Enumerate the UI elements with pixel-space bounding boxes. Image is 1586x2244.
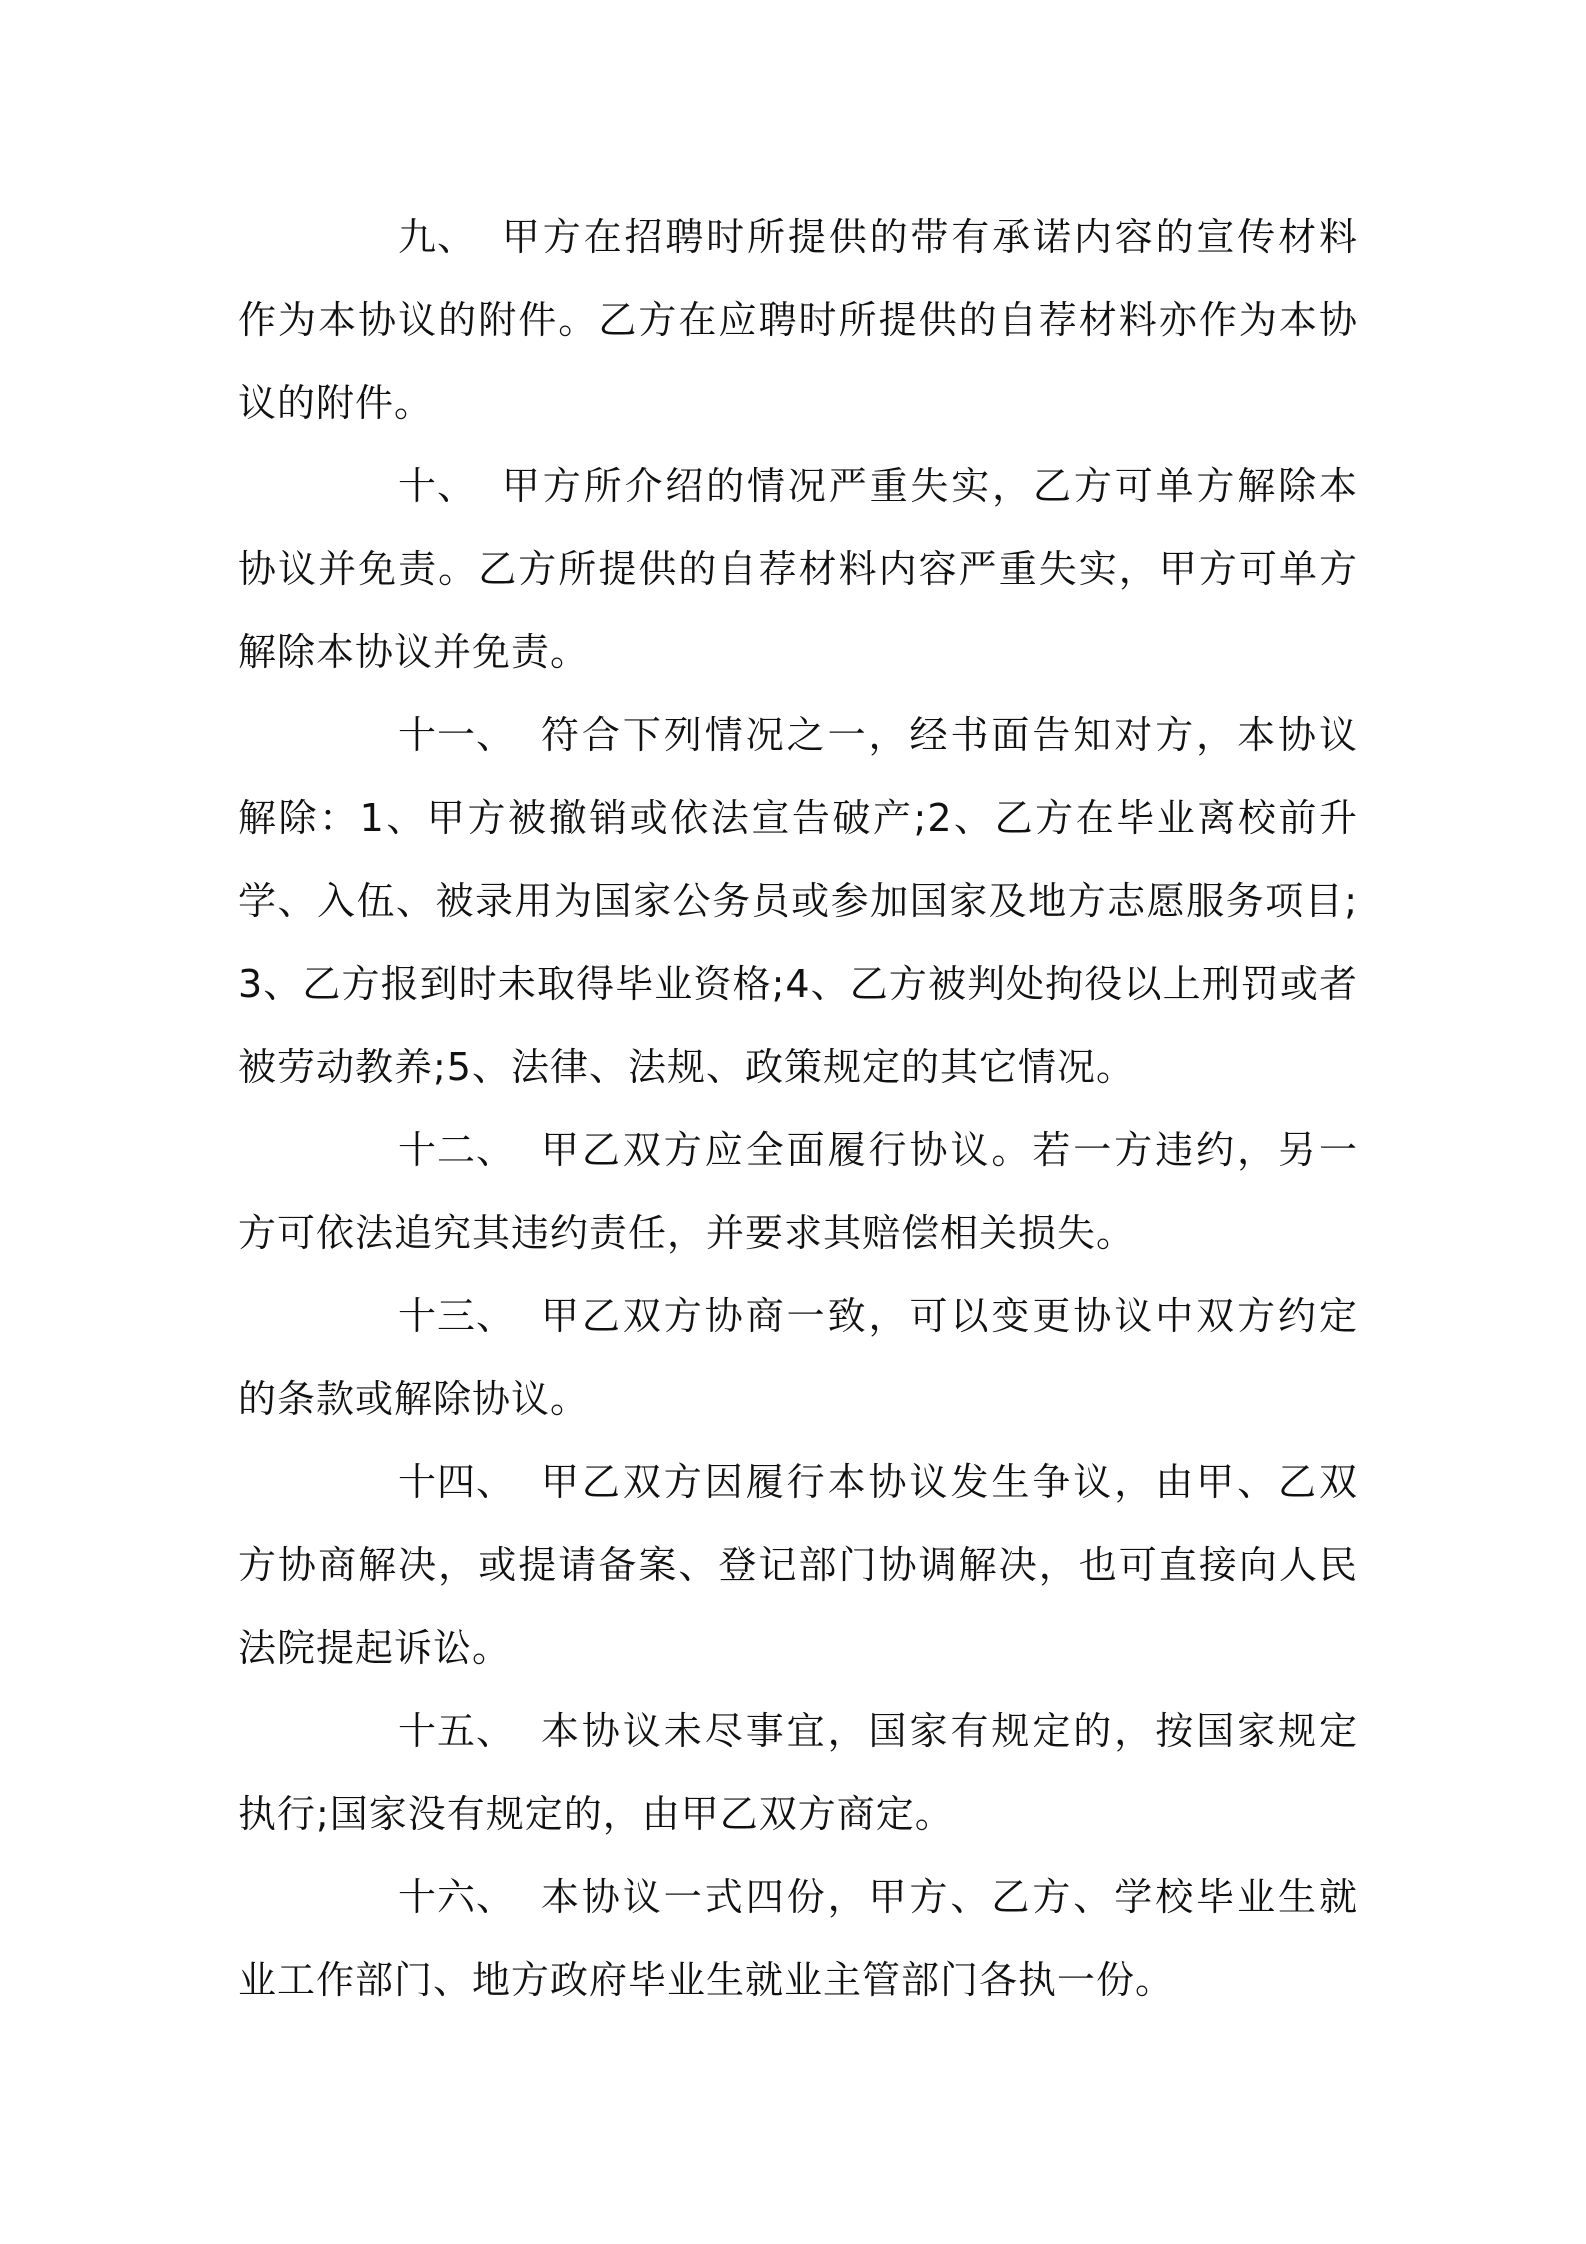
clause-text: 甲方在招聘时所提供的带有承诺内容的宣传材料作为本协议的附件。乙方在应聘时所提供的自荐材料亦作为本协议的附件。 — [238, 215, 1358, 425]
clause-text: 本协议一式四份，甲方、乙方、学校毕业生就业工作部门、地方政府毕业生就业主管部门各执一份。 — [238, 1875, 1358, 2002]
clause-number: 十一、 — [398, 713, 516, 757]
clause-text: 甲乙双方因履行本协议发生争议，由甲、乙双方协商解决，或提请备案、登记部门协调解决，也可直接向人民法院提起诉讼。 — [238, 1460, 1358, 1670]
clause-11 — [238, 694, 1358, 1109]
clause-16 — [238, 1856, 1358, 2022]
clause-14 — [238, 1441, 1358, 1690]
clause-number: 十三、 — [398, 1294, 516, 1338]
clause-10 — [238, 445, 1358, 694]
clause-number: 十、 — [398, 464, 477, 508]
clause-13 — [238, 1275, 1358, 1441]
clause-number: 十五、 — [398, 1709, 516, 1753]
clause-text: 本协议未尽事宜，国家有规定的，按国家规定执行;国家没有规定的，由甲乙双方商定。 — [238, 1709, 1358, 1836]
clause-text: 甲乙双方协商一致，可以变更协议中双方约定的条款或解除协议。 — [238, 1294, 1358, 1421]
clause-number: 十六、 — [398, 1875, 516, 1919]
clause-text: 甲乙双方应全面履行协议。若一方违约，另一方可依法追究其违约责任，并要求其赔偿相关损失。 — [238, 1128, 1358, 1255]
clause-12 — [238, 1109, 1358, 1275]
clause-text: 甲方所介绍的情况严重失实，乙方可单方解除本协议并免责。乙方所提供的自荐材料内容严重失实，甲方可单方解除本协议并免责。 — [238, 464, 1358, 674]
clause-text: 符合下列情况之一，经书面告知对方，本协议解除：1、甲方被撤销或依法宣告破产;2、乙方在毕业离校前升学、入伍、被录用为国家公务员或参加国家及地方志愿服务项目;3、乙方报到时未取得毕业资格;4、乙方被判处拘役以上刑罚或者被劳动教养;5、法律、法规、政策规定的其它情况。 — [238, 713, 1358, 1089]
clause-number: 十四、 — [398, 1460, 516, 1504]
clause-number: 十二、 — [398, 1128, 516, 1172]
clause-number: 九、 — [398, 215, 477, 259]
document-body — [238, 196, 1358, 2022]
clause-15 — [238, 1690, 1358, 1856]
clause-9 — [238, 196, 1358, 445]
